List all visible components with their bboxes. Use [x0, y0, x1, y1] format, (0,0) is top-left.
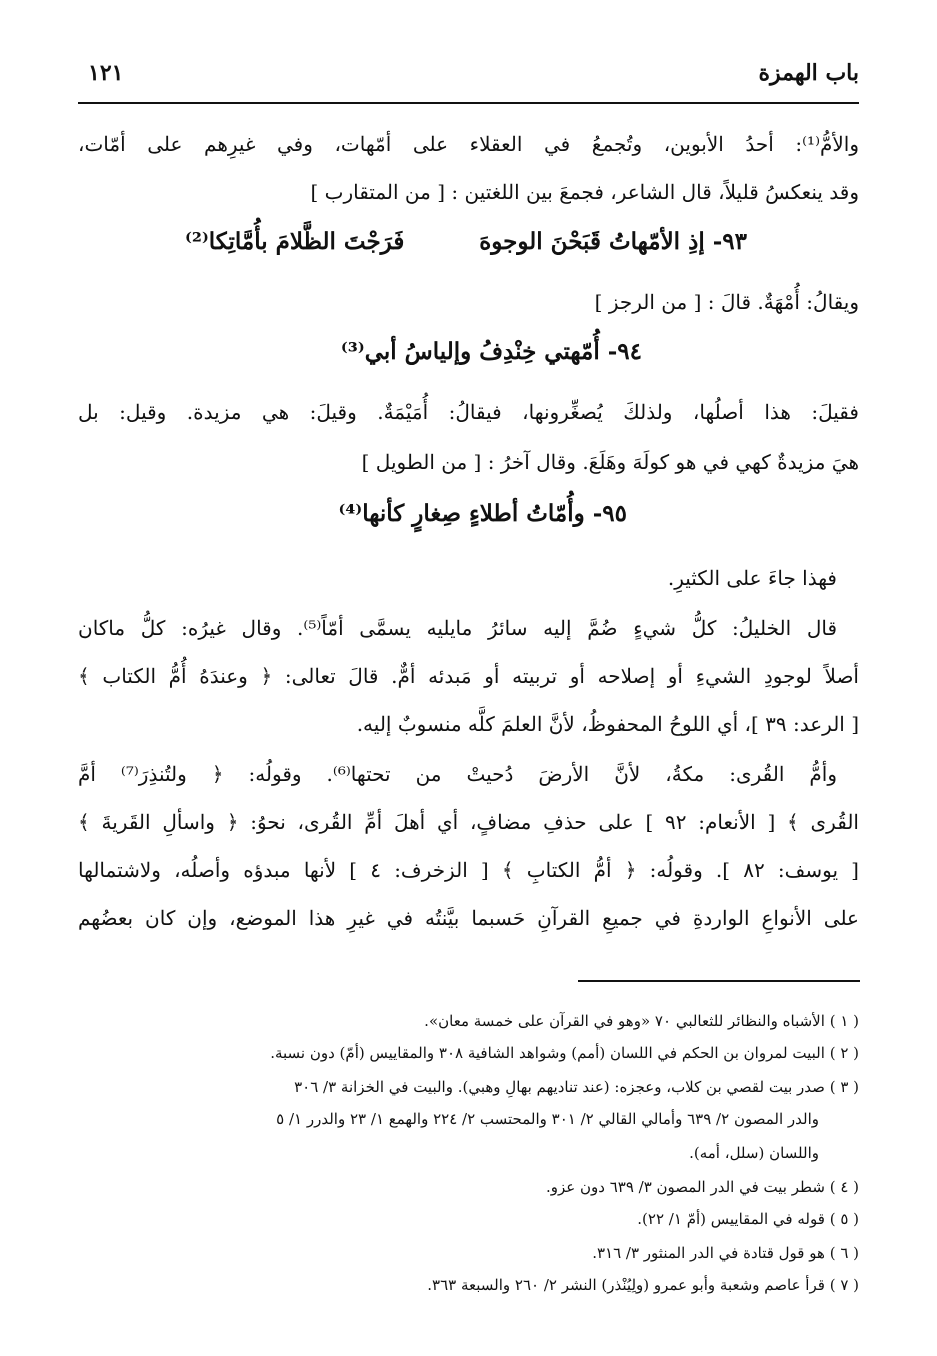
footnote-text: قوله في المقاييس (أمّ ١/ ٢٢). [637, 1210, 825, 1228]
footnote-number: ( ٦ ) [829, 1244, 859, 1262]
body-line: [ يوسف: ٨٢ ]. وقولُه: ﴿ أمُّ الكتابِ ﴾ [ الزخرف: ٤ ] لأنها مبدؤه وأصلُه، ولاشتمالها [78, 858, 859, 882]
body-line: فهذا جاءَ على الكثيرِ. [667, 566, 837, 590]
chapter-title: باب الهمزة [758, 60, 859, 86]
footnote-4 [78, 1178, 859, 1196]
header-rule [78, 102, 859, 104]
body-line: [ الرعد: ٣٩ ]، أي اللوحُ المحفوظُ، لأنَّ العلمَ كلَّه منسوبٌ إليه. [356, 712, 859, 736]
page-number: ١٢١ [88, 60, 124, 86]
verse-number: ٩٤- [607, 338, 642, 365]
body-line: والأمُّ⁽¹⁾: أحدُ الأبوين، وتُجمعُ في العقلاء على أمّهات، وفي غيرِهم على أمّات، [78, 132, 859, 156]
footnote-text: هو قول قتادة في الدر المنثور ٣/ ٣١٦. [592, 1244, 825, 1262]
verse-text: أُمّهتي خِنْدِفُ وإلياسُ أبي⁽³⁾ [340, 338, 600, 365]
footnote-6 [78, 1244, 859, 1262]
footnote-5 [78, 1210, 859, 1228]
verse-95 [338, 500, 627, 527]
body-line: القُرى ﴾ [ الأنعام: ٩٢ ] على حذفِ مضافٍ، أي أهلَ أمِّ القُرى، نحوُ: ﴿ واسألِ القَريةَ ﴾ [78, 810, 859, 834]
body-line: على الأنواعِ الواردةِ في جميعِ القرآنِ حَسبما بيَّنتُه في غيرِ هذا الموضع، وإن كان بعضُهم [78, 906, 859, 930]
verse-94 [341, 338, 642, 365]
footnote-number: ( ٥ ) [829, 1210, 859, 1228]
verse-93-second-hemistich: فَرَجْتَ الظَّلامَ بأُمَّاتِكا⁽²⁾ [185, 228, 405, 255]
footnote-text: واللسان (سلل، أمه). [689, 1144, 819, 1162]
footnote-number: ( ٧ ) [829, 1276, 859, 1294]
footnote-3-cont [78, 1144, 819, 1162]
footnote-2 [78, 1044, 859, 1062]
verse-93-first-hemistich [479, 228, 747, 255]
footnote-text: الأشباه والنظائر للثعالبي ٧٠ «وهو في القرآن على خمسة معان». [424, 1012, 825, 1030]
footnote-7 [78, 1276, 859, 1294]
body-line: وأمُّ القُرى: مكةُ، لأنَّ الأرضَ دُحيتْ من تحتها⁽⁶⁾. وقولُه: ﴿ ولتُنذِرَ⁽⁷⁾ أمَّ [78, 762, 837, 786]
footnote-text: البيت لمروان بن الحكم في اللسان (أمم) وشواهد الشافية ٣٠٨ والمقاييس (أمّ) دون نسبة. [270, 1044, 825, 1062]
verse-text: إذِ الأمّهاتُ قَبَحْنَ الوجوهَ [479, 228, 705, 255]
footnote-text: والدر المصون ٢/ ٦٣٩ وأمالي القالي ٢/ ٣٠١ والمحتسب ٢/ ٢٢٤ والهمع ١/ ٢٣ والدرر ١/ ٥ [276, 1110, 819, 1128]
body-line: أصلاً لوجودِ الشيءِ أو إصلاحه أو تربيته أو مَبدئه أمٌّ. قالَ تعالى: ﴿ وعندَهُ أُمُّ الكتاب ﴾ [78, 664, 859, 688]
verse-number: ٩٣- [712, 228, 747, 255]
footnote-text: صدر بيت لقصي بن كلاب، وعجزه: (عند تناديهم بهالِ وهبي). والبيت في الخزانة ٣/ ٣٠٦ [294, 1078, 825, 1096]
body-line: ويقالُ: أُمْهَةٌ. قالَ : [ من الرجز ] [594, 290, 859, 314]
footnote-text: قرأ عاصم وشعبة وأبو عمرو (ولِيُنْذر) النشر ٢/ ٢٦٠ والسبعة ٣٦٣. [427, 1276, 825, 1294]
footnote-1 [78, 1012, 859, 1030]
body-line: قال الخليلُ: كلُّ شيءٍ ضُمَّ إليه سائرُ مايليه يسمَّى أمّاً⁽⁵⁾. وقال غيرُه: كلُّ ماكان [78, 616, 837, 640]
footnote-rule [578, 980, 860, 982]
verse-number: ٩٥- [592, 500, 627, 527]
footnote-number: ( ١ ) [829, 1012, 859, 1030]
body-line: فقيلَ: هذا أصلُها، ولذلكَ يُصغِّرونها، فيقالُ: أُمَيْمَةٌ. وقيلَ: هي مزيدة. وقيل: بل [78, 400, 859, 424]
body-line: هيَ مزيدةٌ كهي في هو كولَهَ وهَلَعَ. وقال آخرُ : [ من الطويل ] [361, 450, 859, 474]
page-header [78, 60, 859, 96]
footnote-text: شطر بيت في الدر المصون ٣/ ٦٣٩ دون عزو. [545, 1178, 825, 1196]
footnote-number: ( ٢ ) [829, 1044, 859, 1062]
body-line: وقد ينعكسُ قليلاً، قال الشاعر، فجمعَ بين اللغتين : [ من المتقارب ] [310, 180, 859, 204]
footnote-number: ( ٤ ) [829, 1178, 859, 1196]
footnote-number: ( ٣ ) [829, 1078, 859, 1096]
verse-text: وأُمّاتُ أطلاءٍ صِغارٍ كأنها⁽⁴⁾ [338, 500, 585, 527]
footnote-3 [78, 1078, 859, 1096]
footnote-3-cont [78, 1110, 819, 1128]
